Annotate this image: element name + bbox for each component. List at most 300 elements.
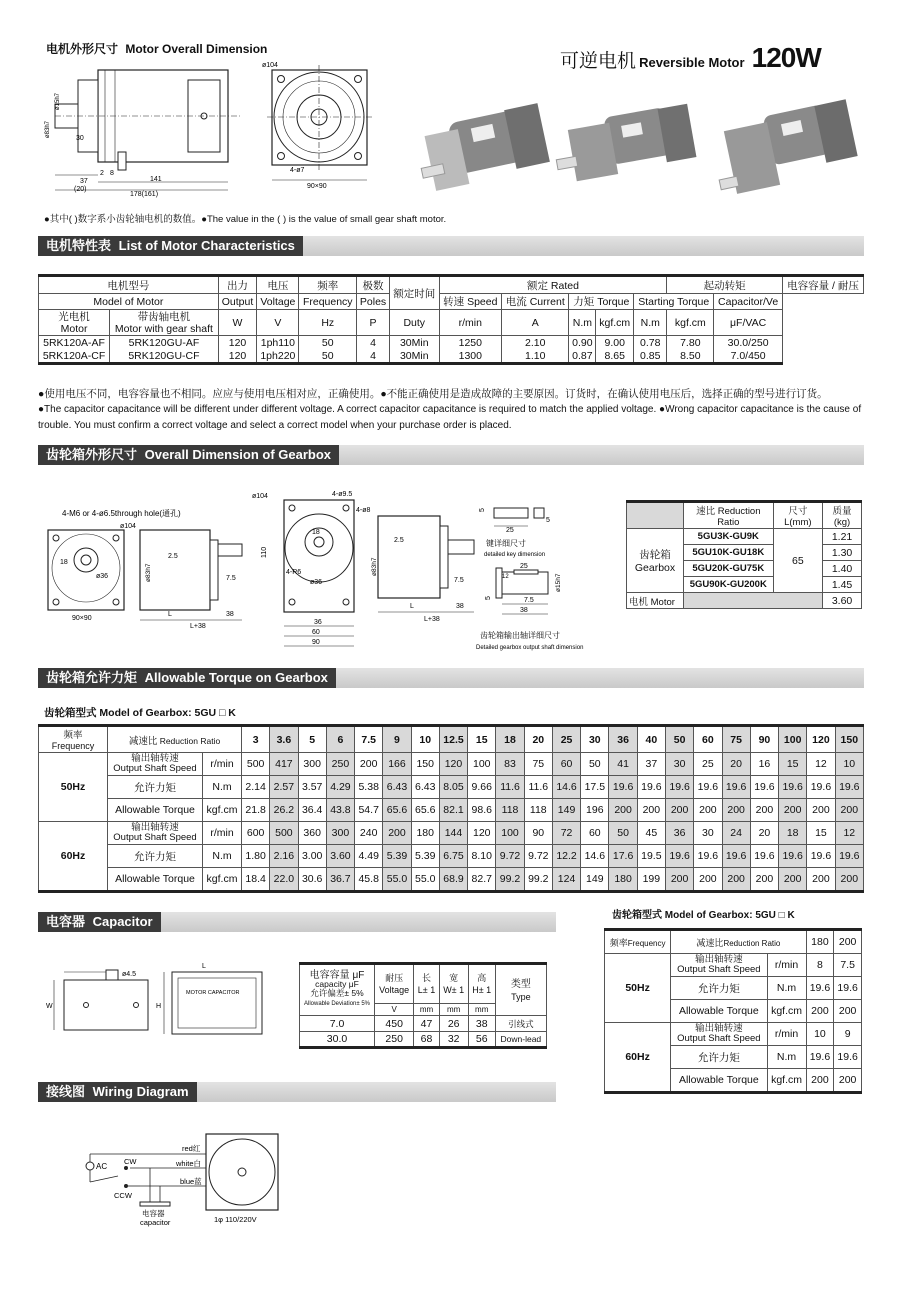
gear-note: ●其中( )数字系小齿轮轴电机的数值。●The value in the ( ) is the value of small gear shaft motor. <box>44 214 447 225</box>
cap-unit-v: V <box>375 1004 414 1016</box>
dim-20: (20) <box>74 186 87 193</box>
torque-small-unit: r/min <box>767 954 806 977</box>
torque-unit: N.m <box>203 845 242 868</box>
wire-cap-en: capacitor <box>140 1218 171 1227</box>
g-a10: L+38 <box>190 623 206 630</box>
char-title-en: List of Motor Characteristics <box>118 238 295 253</box>
torque-value: 17.6 <box>609 845 637 868</box>
section-bar-wiring <box>38 1082 556 1102</box>
gear-row <box>627 529 862 545</box>
torque-value: 6.43 <box>383 776 411 799</box>
cap-cell: Down-lead <box>495 1032 546 1048</box>
torque-ratio-cell: 60 <box>694 726 722 753</box>
torque-value: 10 <box>835 753 863 776</box>
torque-value: 200 <box>355 753 383 776</box>
torque-row <box>39 776 864 799</box>
hdr-torque: 力矩 Torque <box>569 294 634 310</box>
torque-value: 9.72 <box>496 845 524 868</box>
torque-value: 100 <box>496 822 524 845</box>
torque-value: 9.72 <box>524 845 552 868</box>
torque-small-model-label: 齿轮箱型式 Model of Gearbox: 5GU □ K <box>612 910 795 921</box>
hdr-motor: 光电机 Motor <box>39 310 110 336</box>
section-bar-capacitor <box>38 912 556 932</box>
torque-value: 9.66 <box>468 776 496 799</box>
dim-83h7: ø83h7 <box>45 120 51 138</box>
gear-mass: 1.21 <box>823 529 862 545</box>
motor-dim-title-en: Motor Overall Dimension <box>125 42 268 56</box>
g-b9: 90 <box>312 639 320 646</box>
char-cell: 120 <box>218 336 257 350</box>
torque-value: 50 <box>609 822 637 845</box>
section-bar-torque <box>38 668 864 688</box>
hdr-speed: 转速 Speed <box>439 294 502 310</box>
gear-group-cn: 齿轮箱 <box>639 549 671 561</box>
cap-unit-mm-l: mm <box>414 1004 439 1016</box>
torque-value: 3.60 <box>326 845 354 868</box>
g-c4: ø15h7 <box>555 573 562 592</box>
ts-ratio-en: Reduction Ratio <box>723 938 781 948</box>
g-c6: 25 <box>520 563 528 570</box>
torque-row-label: 允许力矩 <box>108 845 203 868</box>
torque-value: 6.75 <box>439 845 467 868</box>
torque-value: 25 <box>694 753 722 776</box>
torque-ratio-cell: 50 <box>665 726 693 753</box>
torque-ratio-cell: 25 <box>552 726 580 753</box>
key-en: detailed key dimension <box>484 552 546 558</box>
cap-row <box>300 1032 547 1048</box>
torque-ratio-cell: 120 <box>807 726 835 753</box>
gearbox-side-drawing-b <box>372 496 477 626</box>
gear-size: 65 <box>773 529 823 593</box>
torque-small-value: 7.5 <box>834 954 862 977</box>
torque-unit: N.m <box>203 776 242 799</box>
g-b4: 110 <box>261 546 268 558</box>
g-a9: 38 <box>226 611 234 618</box>
torque-value: 200 <box>722 868 750 892</box>
torque-value: 18.4 <box>242 868 270 892</box>
g-b3: 4-ø8 <box>356 507 371 514</box>
section-title-wiring: 接线图 Wiring Diagram <box>38 1082 197 1102</box>
hdr-duty-en: Duty <box>390 310 440 336</box>
ts-label-cn: 输出轴转速 <box>695 954 743 965</box>
g-b1: ø104 <box>252 493 268 500</box>
gear-mass: 1.45 <box>823 577 862 593</box>
char-cell: 1250 <box>439 336 502 350</box>
key-cn: 键详细尺寸 <box>486 539 526 548</box>
char-cell: 8.65 <box>596 350 634 364</box>
torque-value: 26.2 <box>270 799 298 822</box>
motor-dim-title-cn: 电机外形尺寸 <box>46 42 119 56</box>
torque-row <box>39 845 864 868</box>
torque-small-ratio: 180 <box>806 930 834 954</box>
torque-ratio-cell: 3.6 <box>270 726 298 753</box>
wire-phase: 1φ 110/220V <box>214 1215 257 1224</box>
wire-blue: blue蓝 <box>180 1177 202 1186</box>
torque-value: 360 <box>298 822 326 845</box>
cap-cell: 30.0 <box>300 1032 375 1048</box>
ts-label-en: Output Shaft Speed <box>677 964 761 975</box>
char-note-en1: ●The capacitor capacitance will be different under different voltage. A correct capacitor capacitance is required to match the applied voltage. ●Wrong capacitor capacitance is the cause of <box>38 404 862 415</box>
char-cell: 7.0/450 <box>714 350 783 364</box>
char-cell: 0.78 <box>634 336 667 350</box>
cap-unit-mm-h: mm <box>468 1004 495 1016</box>
torque-ratio-cell: 150 <box>835 726 863 753</box>
torque-ratio-cell: 12.5 <box>439 726 467 753</box>
gear-mass: 1.40 <box>823 561 862 577</box>
torque-freq-cn: 频率 <box>63 730 83 741</box>
torque-small-hz: 50Hz <box>605 954 671 1023</box>
torque-value: 3.57 <box>298 776 326 799</box>
torque-value: 200 <box>637 799 665 822</box>
torque-value: 200 <box>665 868 693 892</box>
torque-unit: kgf.cm <box>203 868 242 892</box>
torque-row <box>39 753 864 776</box>
hdr-output-en: Output <box>218 294 257 310</box>
dim-178: 178(161) <box>130 191 159 198</box>
torque-value: 240 <box>355 822 383 845</box>
cap-cell: 56 <box>468 1032 495 1048</box>
char-cell: 5RK120A-CF <box>39 350 110 364</box>
gearbox-front-drawing <box>252 488 382 653</box>
dim-90x90: 90×90 <box>307 183 327 190</box>
torque-value: 30 <box>694 822 722 845</box>
torque-small-hdr-ratio <box>671 930 806 954</box>
cap-l: L <box>202 963 206 970</box>
torque-value: 83 <box>496 753 524 776</box>
torque-value: 19.6 <box>750 845 778 868</box>
unit-kgf: kgf.cm <box>596 310 634 336</box>
char-cell: 5RK120GU-CF <box>110 350 219 364</box>
wire-ac: AC <box>96 1162 108 1171</box>
torque-small-value: 10 <box>806 1023 834 1046</box>
torque-unit: r/min <box>203 822 242 845</box>
torque-value: 16 <box>750 753 778 776</box>
torque-value: 200 <box>694 868 722 892</box>
torque-value: 99.2 <box>496 868 524 892</box>
char-cell: 8.50 <box>667 350 714 364</box>
g-b-75: 7.5 <box>454 577 464 584</box>
torque-value: 41 <box>609 753 637 776</box>
hdr-voltage-en: Voltage <box>257 294 299 310</box>
wire-white: white白 <box>176 1159 202 1168</box>
hole-note: 4-M6 or 4-ø6.5through hole(通孔) <box>62 509 181 518</box>
cap-hdr-type: 类型 Type <box>495 964 546 1016</box>
torque-value: 65.6 <box>383 799 411 822</box>
torque-value: 15 <box>807 822 835 845</box>
section-title-characteristics <box>38 236 303 256</box>
char-cell: 1.10 <box>502 350 569 364</box>
hdr-current: 电流 Current <box>502 294 569 310</box>
torque-row-label <box>108 753 203 776</box>
torque-small-value: 9 <box>834 1023 862 1046</box>
char-cell: 1300 <box>439 350 502 364</box>
cap-cell: 250 <box>375 1032 414 1048</box>
torque-ratio-cell: 9 <box>383 726 411 753</box>
torque-hz: 60Hz <box>39 822 108 892</box>
dim-8: 8 <box>110 170 114 177</box>
torque-value: 68.9 <box>439 868 467 892</box>
hdr-freq: 频率 <box>299 276 357 294</box>
torque-small-label: Allowable Torque <box>671 1069 767 1093</box>
torque-freq-en: Frequency <box>51 741 95 751</box>
dim-15h7: ø15h7 <box>55 92 61 110</box>
g-a4: ø36 <box>96 573 109 580</box>
torque-value: 200 <box>665 799 693 822</box>
hdr-output: 出力 <box>218 276 257 294</box>
section-title-capacitor: 电容器 Capacitor <box>38 912 161 932</box>
torque-value: 200 <box>807 799 835 822</box>
torque-value: 90 <box>524 822 552 845</box>
torque-value: 19.6 <box>665 845 693 868</box>
torque-value: 19.6 <box>835 845 863 868</box>
torque-value: 120 <box>468 822 496 845</box>
torque-header-row <box>39 726 864 753</box>
cap-cell: 引线式 <box>495 1016 546 1032</box>
gear-group-label <box>627 529 684 593</box>
cap-hdr-w: 宽 W± 1 <box>439 964 468 1004</box>
cap-cell: 38 <box>468 1016 495 1032</box>
torque-value: 30.6 <box>298 868 326 892</box>
char-cell: 4 <box>357 336 390 350</box>
gear-hdr-mass: 质量(kg) <box>823 502 862 529</box>
cap-cell: 450 <box>375 1016 414 1032</box>
torque-ratio-en: Reduction Ratio <box>157 735 221 746</box>
g-a7: 7.5 <box>226 575 236 582</box>
ts-label-en: Output Shaft Speed <box>677 1033 761 1044</box>
torque-value: 4.49 <box>355 845 383 868</box>
dim-37: 37 <box>80 178 88 185</box>
torque-hz: 50Hz <box>39 753 108 822</box>
g-b-83h7: ø83h7 <box>371 557 378 576</box>
torque-value: 5.38 <box>355 776 383 799</box>
torque-value: 149 <box>581 868 609 892</box>
cap-cell: 26 <box>439 1016 468 1032</box>
char-row <box>39 350 864 364</box>
torque-value: 200 <box>383 822 411 845</box>
hdr-model: 电机型号 <box>39 276 219 294</box>
hdr-poles: 极数 <box>357 276 390 294</box>
torque-value: 19.6 <box>609 776 637 799</box>
torque-value: 19.6 <box>694 776 722 799</box>
torque-small-unit: kgf.cm <box>767 1069 806 1093</box>
torque-value: 12 <box>807 753 835 776</box>
torque-ratio-cell: 36 <box>609 726 637 753</box>
torque-value: 19.6 <box>779 845 807 868</box>
torque-value: 14.6 <box>581 845 609 868</box>
torque-ratio-cell: 20 <box>524 726 552 753</box>
torque-value: 19.6 <box>807 776 835 799</box>
torque-value: 18 <box>779 822 807 845</box>
torque-value: 65.6 <box>411 799 439 822</box>
torque-row-label: Allowable Torque <box>108 799 203 822</box>
torque-small-value: 19.6 <box>834 1046 862 1069</box>
torque-value: 20 <box>722 753 750 776</box>
char-cell: 2.10 <box>502 336 569 350</box>
torque-small-value: 200 <box>834 1069 862 1093</box>
torque-value: 82.1 <box>439 799 467 822</box>
torque-ratio-cell: 30 <box>581 726 609 753</box>
torque-small-unit: kgf.cm <box>767 1000 806 1023</box>
char-cell: 5RK120GU-AF <box>110 336 219 350</box>
gear-motor-mass: 3.60 <box>823 593 862 609</box>
unit-v: V <box>257 310 299 336</box>
char-cell: 1ph220 <box>257 350 299 364</box>
g-a6: 2.5 <box>168 553 178 560</box>
torque-ratio-cell: 7.5 <box>355 726 383 753</box>
product-title-cn: 可逆电机 <box>560 51 637 72</box>
torque-value: 118 <box>496 799 524 822</box>
torque-value: 2.57 <box>270 776 298 799</box>
g-a5: 90×90 <box>72 615 92 622</box>
torque-small-table <box>604 928 862 1094</box>
torque-value: 36.7 <box>326 868 354 892</box>
hdr-rated: 额定 Rated <box>439 276 667 294</box>
torque-value: 36.4 <box>298 799 326 822</box>
cap-hdr-volt: 耐压 Voltage <box>375 964 414 1004</box>
shaft-cn: 齿轮箱输出轴详细尺寸 <box>480 631 560 640</box>
gear-motor-label: 电机 Motor <box>627 593 684 609</box>
cap-hdr-capacity: 电容容量 μF capacity μF 允许偏差± 5% Allowable Deviation± 5% <box>300 964 375 1016</box>
ts-freq-cn: 频率 <box>609 937 628 948</box>
g-b10: 18 <box>312 529 320 536</box>
torque-value: 36 <box>665 822 693 845</box>
torque-value: 500 <box>270 822 298 845</box>
torque-small-unit: N.m <box>767 1046 806 1069</box>
section-bar-characteristics <box>38 236 864 256</box>
torque-model-label: 齿轮箱型式 Model of Gearbox: 5GU □ K <box>44 707 236 719</box>
wire-cap-cn: 电容器 <box>142 1209 165 1218</box>
unit-nm: N.m <box>569 310 596 336</box>
torque-value: 196 <box>581 799 609 822</box>
torque-value: 200 <box>835 868 863 892</box>
torque-value: 2.14 <box>242 776 270 799</box>
g-a3: 18 <box>60 559 68 566</box>
characteristics-table <box>38 274 864 365</box>
torque-value: 3.00 <box>298 845 326 868</box>
torque-small-value: 19.6 <box>834 977 862 1000</box>
unit-w: W <box>218 310 257 336</box>
char-cell: 1ph110 <box>257 336 299 350</box>
torque-small-row <box>605 1023 862 1046</box>
torque-row <box>39 822 864 845</box>
char-row <box>39 336 864 350</box>
wire-red: red红 <box>182 1144 201 1153</box>
torque-value: 166 <box>383 753 411 776</box>
torque-small-value: 200 <box>834 1000 862 1023</box>
hdr-start: 起动转矩 <box>667 276 783 294</box>
torque-value: 20 <box>750 822 778 845</box>
torque-table <box>38 724 864 893</box>
torque-value: 55.0 <box>383 868 411 892</box>
gear-tbl-corner <box>627 502 684 529</box>
torque-value: 30 <box>665 753 693 776</box>
product-title-en: Reversible Motor <box>639 55 745 70</box>
torque-ratio-cell: 18 <box>496 726 524 753</box>
cap-unit-mm-w: mm <box>439 1004 468 1016</box>
cap-hole: ø4.5 <box>122 971 137 978</box>
torque-small-value: 19.6 <box>806 977 834 1000</box>
torque-value: 45.8 <box>355 868 383 892</box>
torque-hdr-ratio <box>108 726 242 753</box>
motor-front-drawing <box>262 60 382 195</box>
torque-value: 118 <box>524 799 552 822</box>
char-cell: 0.85 <box>634 350 667 364</box>
cap-cell: 7.0 <box>300 1016 375 1032</box>
torque-value: 15 <box>779 753 807 776</box>
torque-value: 2.16 <box>270 845 298 868</box>
g-b8: 60 <box>312 629 320 636</box>
char-cell: 120 <box>218 350 257 364</box>
g-c8: 38 <box>520 607 528 614</box>
torque-ratio-cell: 5 <box>298 726 326 753</box>
char-cell: 30Min <box>390 336 440 350</box>
torque-value: 180 <box>609 868 637 892</box>
hdr-voltage: 电压 <box>257 276 299 294</box>
torque-ratio-cell: 6 <box>326 726 354 753</box>
unit-kgf-start: kgf.cm <box>667 310 714 336</box>
torque-value: 19.6 <box>722 776 750 799</box>
gear-model: 5GU90K-GU200K <box>684 577 774 593</box>
torque-ratio-cell: 75 <box>722 726 750 753</box>
torque-value: 200 <box>750 799 778 822</box>
torque-value: 19.6 <box>694 845 722 868</box>
cap-print-label: MOTOR CAPACITOR <box>186 990 240 996</box>
torque-row-label <box>108 822 203 845</box>
char-cell: 5RK120A-AF <box>39 336 110 350</box>
torque-small-value: 200 <box>806 1000 834 1023</box>
shaft-en: Detailed gearbox output shaft dimension <box>476 645 584 651</box>
dim-2: 2 <box>100 170 104 177</box>
torque-value: 600 <box>242 822 270 845</box>
torque-small-header <box>605 930 862 954</box>
char-cell: 30Min <box>390 350 440 364</box>
torque-value: 55.0 <box>411 868 439 892</box>
motor-dim-title <box>46 40 267 57</box>
torque-label-cn: 输出轴转速 <box>131 822 179 833</box>
torque-value: 149 <box>552 799 580 822</box>
torque-value: 200 <box>779 868 807 892</box>
gear-model: 5GU3K-GU9K <box>684 529 774 545</box>
gear-model: 5GU20K-GU75K <box>684 561 774 577</box>
unit-hz: Hz <box>299 310 357 336</box>
torque-value: 19.6 <box>807 845 835 868</box>
torque-value: 200 <box>779 799 807 822</box>
wire-cw: CW <box>124 1157 137 1166</box>
cap-cell: 32 <box>439 1032 468 1048</box>
g-c2: 25 <box>506 527 514 534</box>
char-cell: 50 <box>299 350 357 364</box>
g-b2: 4-ø9.5 <box>332 491 353 498</box>
hdr-poles-en: Poles <box>357 294 390 310</box>
ts-label-cn: 输出轴转速 <box>695 1023 743 1034</box>
torque-ratio-cell: 3 <box>242 726 270 753</box>
torque-value: 54.7 <box>355 799 383 822</box>
torque-value: 45 <box>637 822 665 845</box>
torque-value: 300 <box>298 753 326 776</box>
char-title-cn: 电机特性表 <box>46 238 112 253</box>
cap-w: W <box>46 1003 53 1010</box>
torque-value: 19.6 <box>835 776 863 799</box>
char-cell: 0.87 <box>569 350 596 364</box>
torque-label-en: Output Shaft Speed <box>113 763 197 774</box>
gear-motor-blank <box>684 593 823 609</box>
torque-unit: kgf.cm <box>203 799 242 822</box>
g-c5: 12 <box>502 574 509 580</box>
cap-hdr-l: 长 L± 1 <box>414 964 439 1004</box>
torque-value: 19.6 <box>779 776 807 799</box>
torque-ratio-cell: 90 <box>750 726 778 753</box>
torque-value: 24 <box>722 822 750 845</box>
